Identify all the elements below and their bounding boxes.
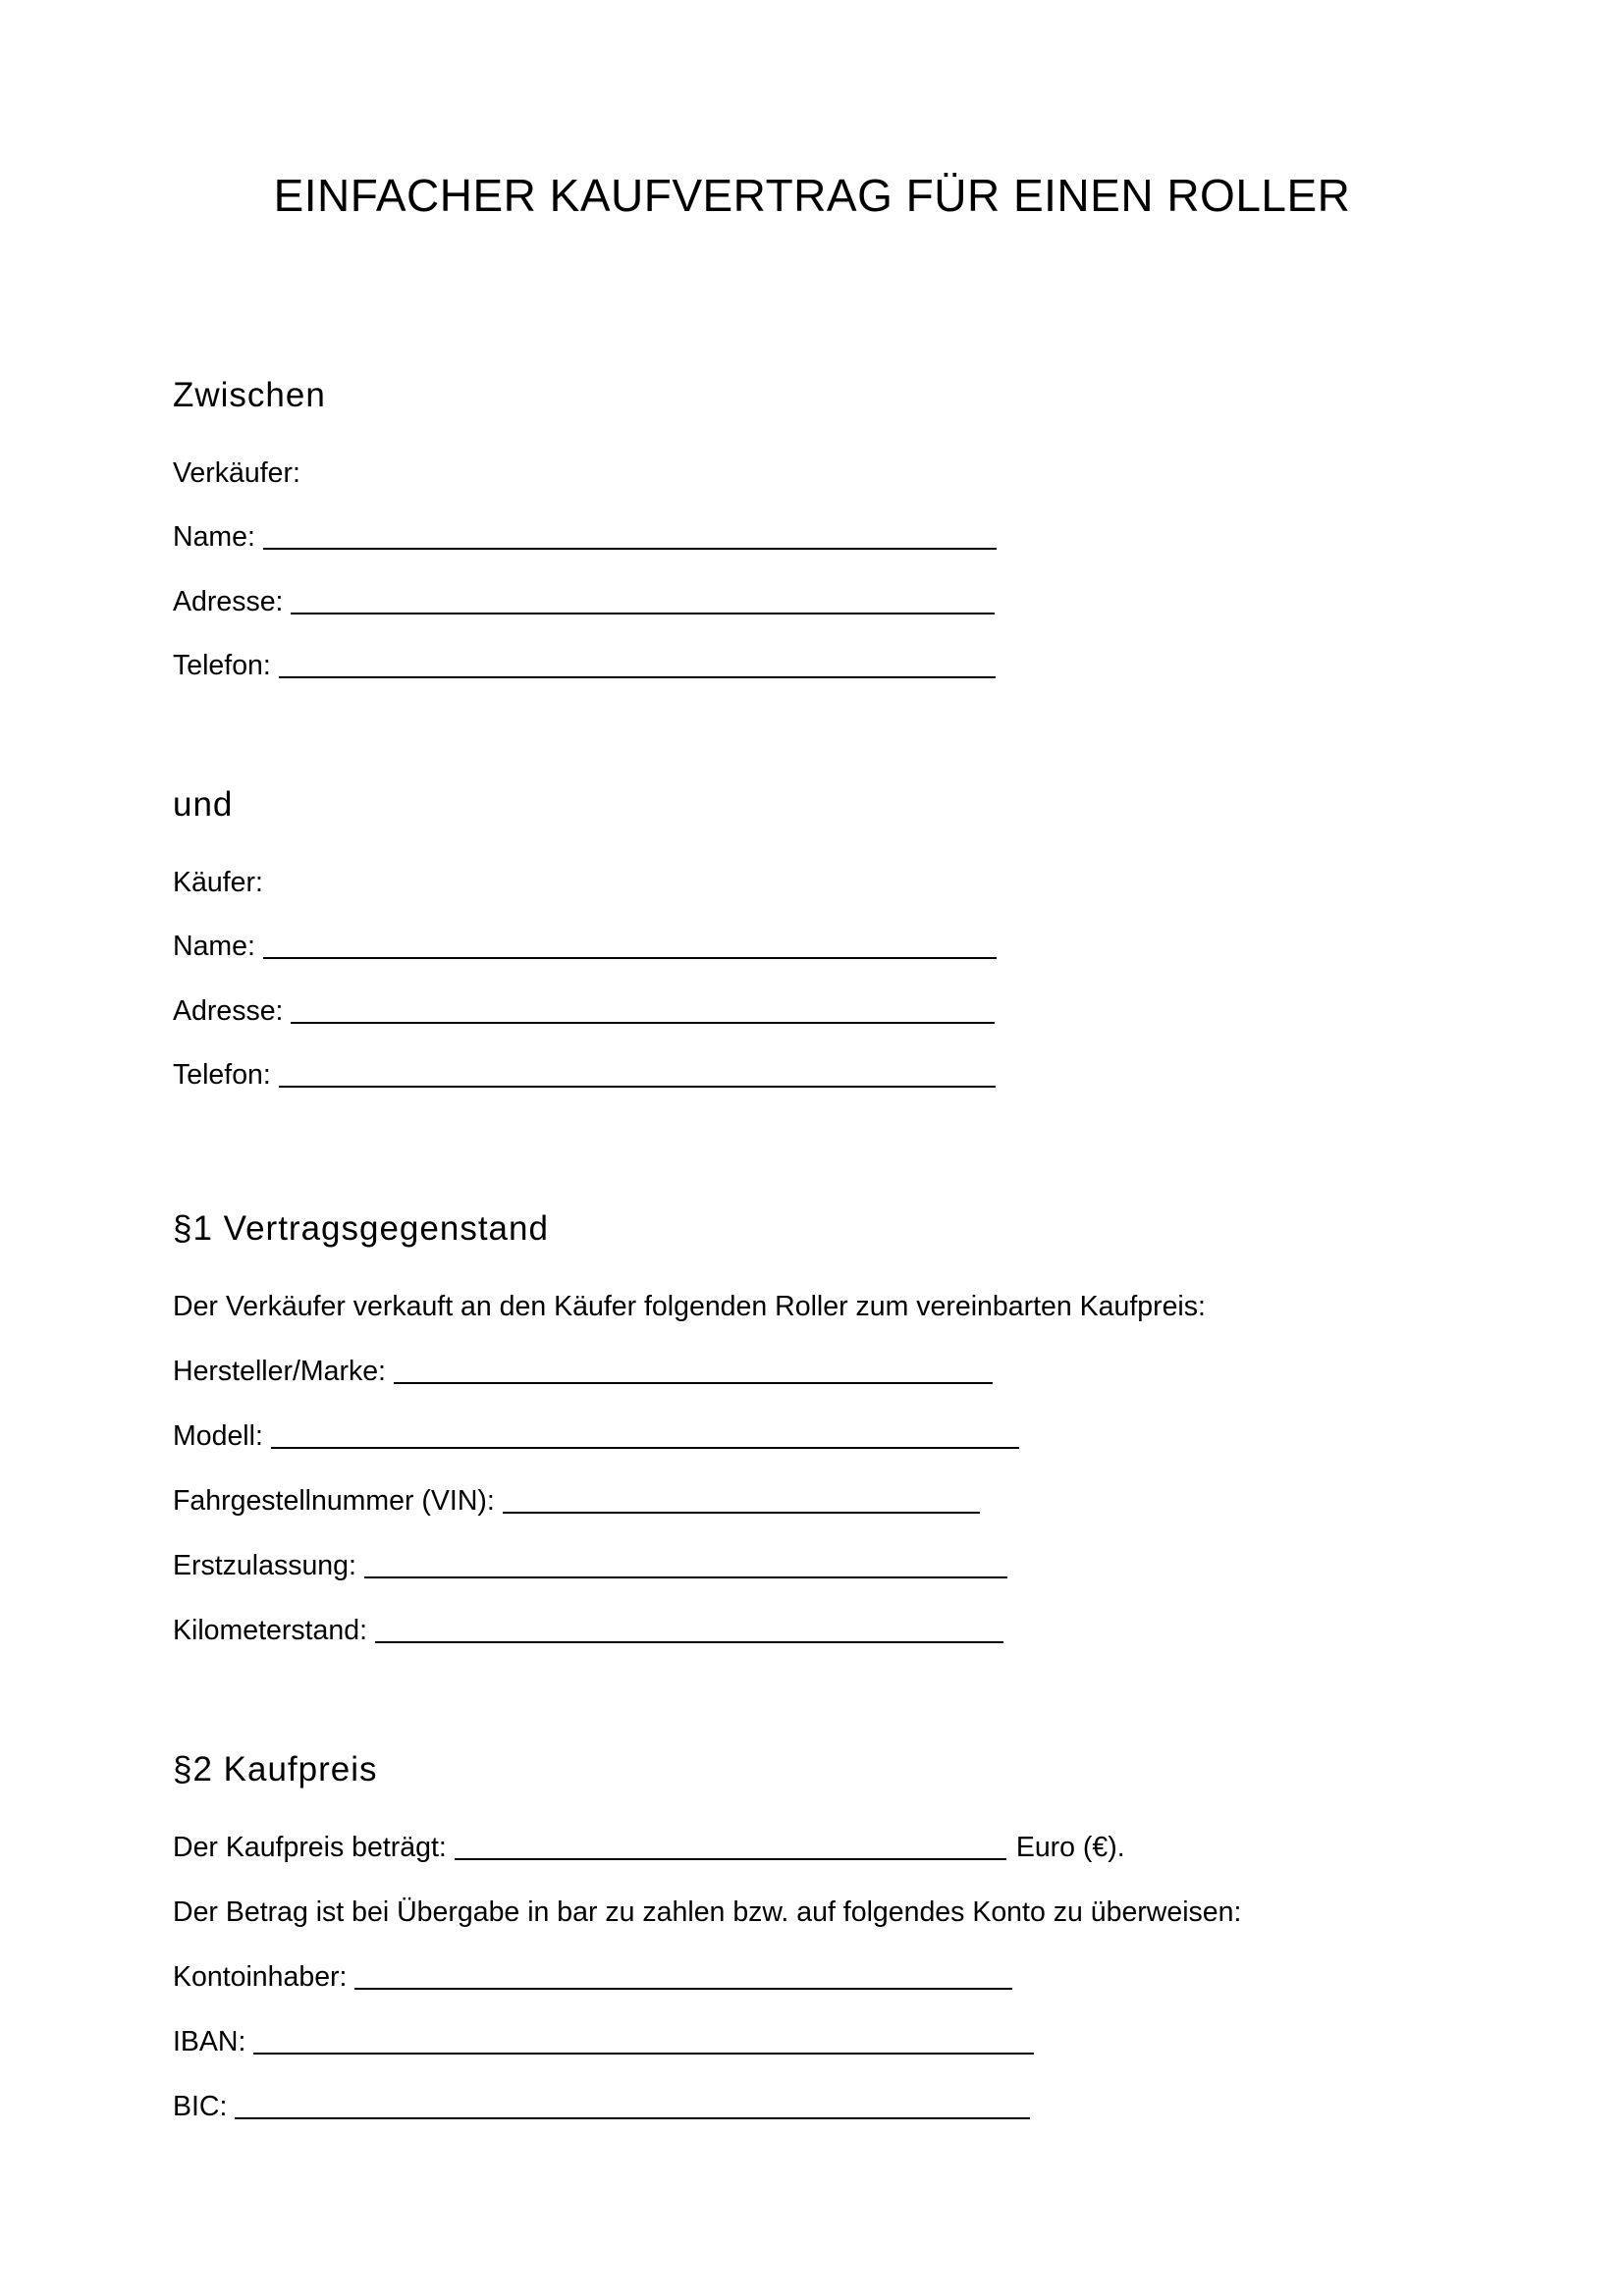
seller-name-label: Name: (173, 521, 255, 553)
buyer-address-row (173, 994, 995, 1028)
document-title: EINFACHER KAUFVERTRAG FÜR EINEN ROLLER (273, 170, 1351, 221)
and-heading: und (173, 785, 234, 824)
buyer-address-label: Adresse: (173, 995, 284, 1027)
section1-intro: Der Verkäufer verkauft an den Käufer folgenden Roller zum vereinbarten Kaufpreis: (173, 1291, 1206, 1322)
first-registration-row (173, 1549, 1007, 1582)
buyer-phone-field[interactable] (279, 1086, 996, 1088)
iban-label: IBAN: (173, 2026, 246, 2057)
buyer-phone-row (173, 1058, 996, 1092)
bic-field[interactable] (235, 2117, 1030, 2119)
seller-address-row (173, 585, 995, 618)
seller-name-field[interactable] (263, 548, 997, 550)
manufacturer-field[interactable] (394, 1382, 993, 1384)
seller-address-field[interactable] (291, 613, 995, 614)
first-registration-field[interactable] (364, 1576, 1007, 1578)
first-registration-label: Erstzulassung: (173, 1550, 356, 1581)
model-field[interactable] (271, 1447, 1019, 1449)
account-holder-label: Kontoinhaber: (173, 1961, 348, 1993)
account-holder-field[interactable] (354, 1988, 1012, 1990)
payment-text: Der Betrag ist bei Übergabe in bar zu zahlen bzw. auf folgendes Konto zu überweisen: (173, 1896, 1242, 1928)
buyer-name-field[interactable] (263, 957, 997, 959)
account-holder-row (173, 1960, 1012, 1994)
model-row (173, 1419, 1019, 1453)
manufacturer-label: Hersteller/Marke: (173, 1356, 386, 1387)
vin-field[interactable] (503, 1512, 980, 1514)
seller-name-row (173, 520, 997, 554)
price-row (173, 1831, 1125, 1864)
section1-heading: §1 Vertragsgegenstand (173, 1209, 549, 1248)
mileage-row (173, 1614, 1003, 1647)
mileage-label: Kilometerstand: (173, 1615, 368, 1646)
vin-label: Fahrgestellnummer (VIN): (173, 1485, 495, 1517)
price-label: Der Kaufpreis beträgt: (173, 1832, 447, 1863)
manufacturer-row (173, 1355, 993, 1388)
iban-field[interactable] (253, 2053, 1034, 2055)
seller-phone-label: Telefon: (173, 650, 271, 681)
seller-label: Verkäufer: (173, 457, 300, 489)
seller-phone-field[interactable] (279, 676, 996, 678)
buyer-phone-label: Telefon: (173, 1059, 271, 1091)
mileage-field[interactable] (375, 1641, 1003, 1643)
iban-row (173, 2025, 1034, 2058)
price-suffix: Euro (€). (1015, 1832, 1125, 1863)
section2-heading: §2 Kaufpreis (173, 1750, 378, 1789)
seller-address-label: Adresse: (173, 586, 284, 617)
seller-phone-row (173, 649, 996, 682)
bic-label: BIC: (173, 2091, 228, 2122)
buyer-label: Käufer: (173, 867, 263, 898)
bic-row (173, 2090, 1030, 2123)
buyer-name-label: Name: (173, 931, 255, 962)
between-heading: Zwischen (173, 376, 326, 414)
buyer-name-row (173, 930, 997, 963)
vin-row (173, 1484, 980, 1518)
buyer-address-field[interactable] (291, 1022, 995, 1024)
model-label: Modell: (173, 1420, 263, 1452)
price-field[interactable] (455, 1858, 1006, 1860)
